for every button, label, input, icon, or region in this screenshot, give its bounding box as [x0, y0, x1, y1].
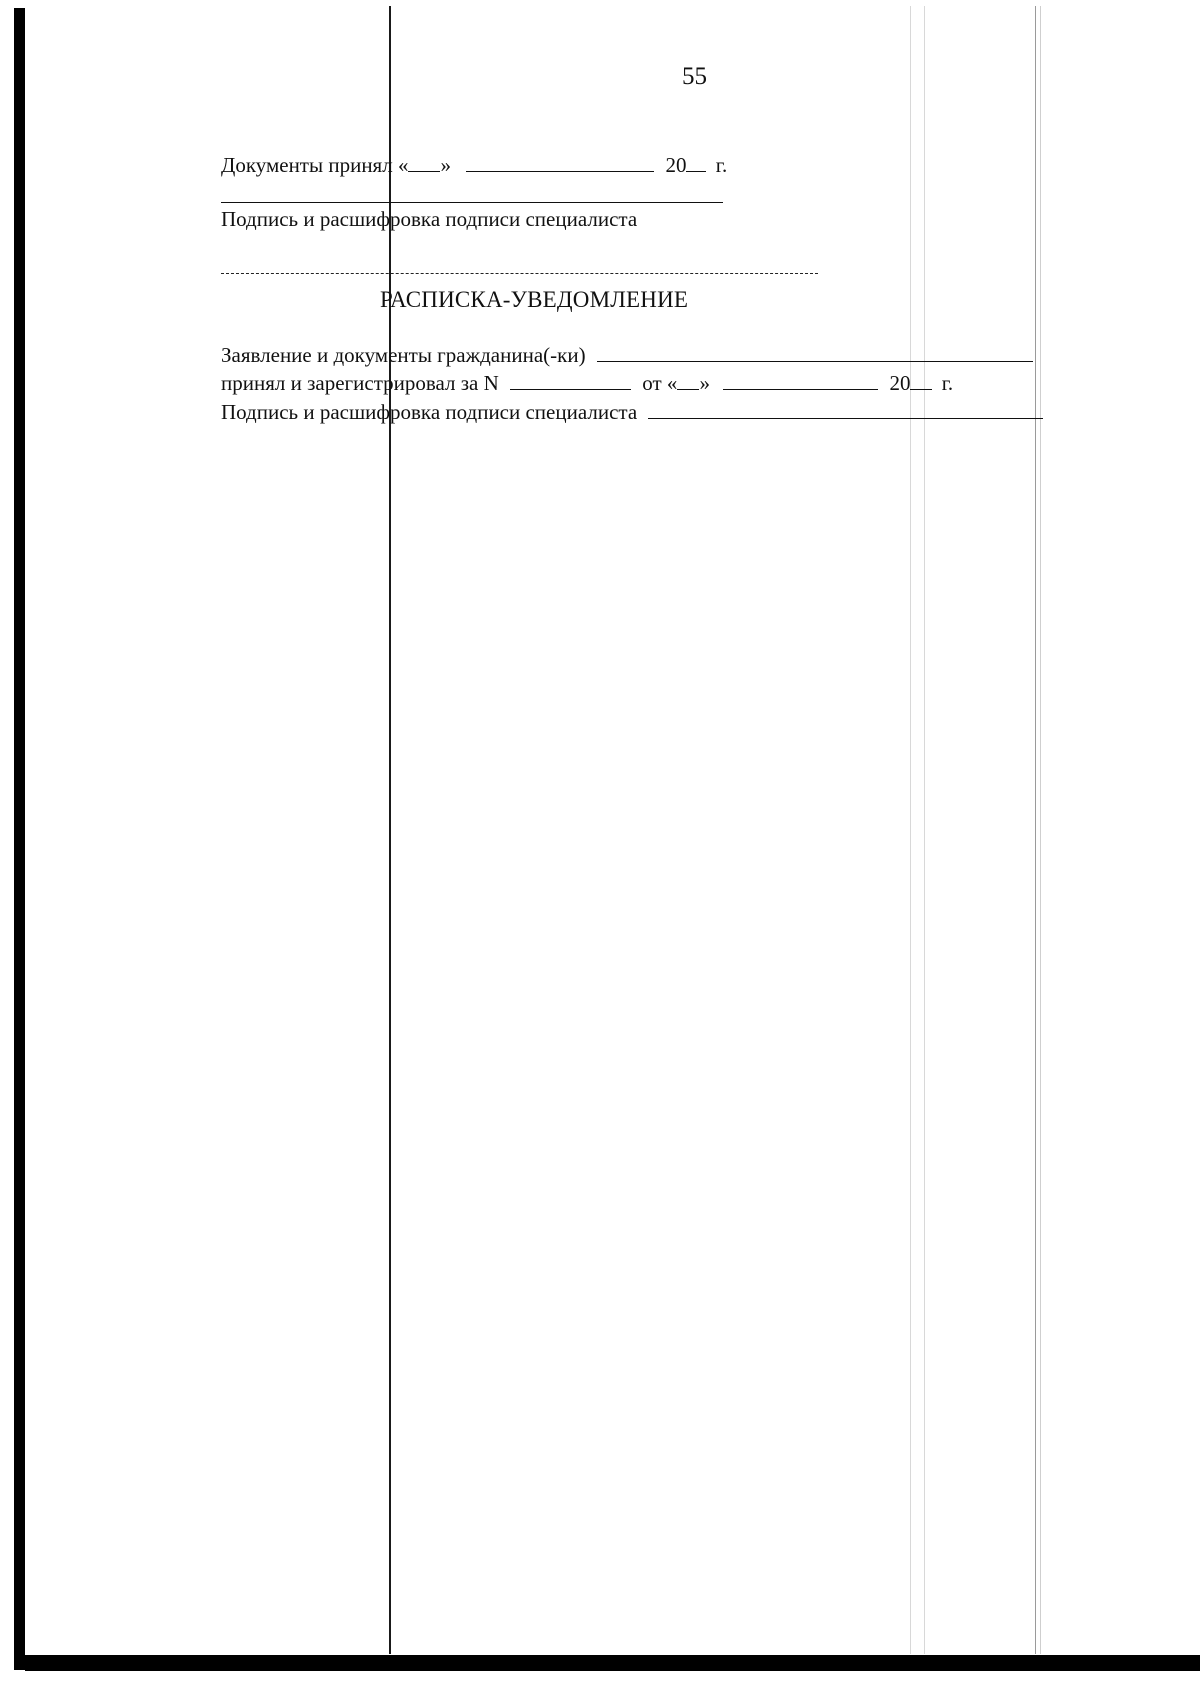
registration-month-blank — [723, 371, 878, 390]
year-prefix: 20 — [889, 371, 911, 395]
citizen-name-blank — [597, 343, 1033, 362]
notice-title: РАСПИСКА-УВЕДОМЛЕНИЕ — [380, 287, 689, 312]
day-blank — [408, 153, 440, 172]
year-suffix: г. — [715, 153, 728, 177]
application-label: Заявление и документы гражданина(-ки) — [221, 343, 586, 367]
scan-fold-line — [1035, 6, 1036, 1654]
notice-line-registration — [221, 371, 953, 395]
signature-blank — [648, 400, 1043, 419]
registration-label: принял и зарегистрировал за N — [221, 371, 499, 395]
accepted-label: Документы принял « — [221, 153, 409, 177]
registration-number-blank — [510, 371, 631, 390]
scan-faint-line — [924, 6, 925, 1654]
page-number: 55 — [682, 63, 707, 90]
documents-accepted-line — [221, 153, 727, 177]
registration-day-blank — [677, 371, 699, 390]
signature-line — [221, 202, 723, 203]
registration-year-blank — [910, 371, 932, 390]
scan-faint-line — [1040, 6, 1041, 1654]
signature-caption: Подпись и расшифровка подписи специалиста — [221, 207, 638, 231]
scan-faint-line — [910, 6, 911, 1654]
quote-close: » — [699, 371, 710, 395]
scan-fold-line — [389, 6, 391, 1654]
cut-line — [221, 273, 818, 274]
notice-line-signature — [221, 400, 1043, 424]
quote-close: » — [440, 153, 451, 177]
month-blank — [466, 153, 654, 172]
signature-label: Подпись и расшифровка подписи специалиста — [221, 400, 638, 424]
scan-edge-bottom — [25, 1655, 1200, 1671]
notice-line-application — [221, 343, 1033, 367]
year-prefix: 20 — [665, 153, 687, 177]
year-blank — [686, 153, 706, 172]
scan-edge-left — [14, 8, 25, 1670]
from-label: от « — [642, 371, 678, 395]
year-suffix: г. — [941, 371, 954, 395]
